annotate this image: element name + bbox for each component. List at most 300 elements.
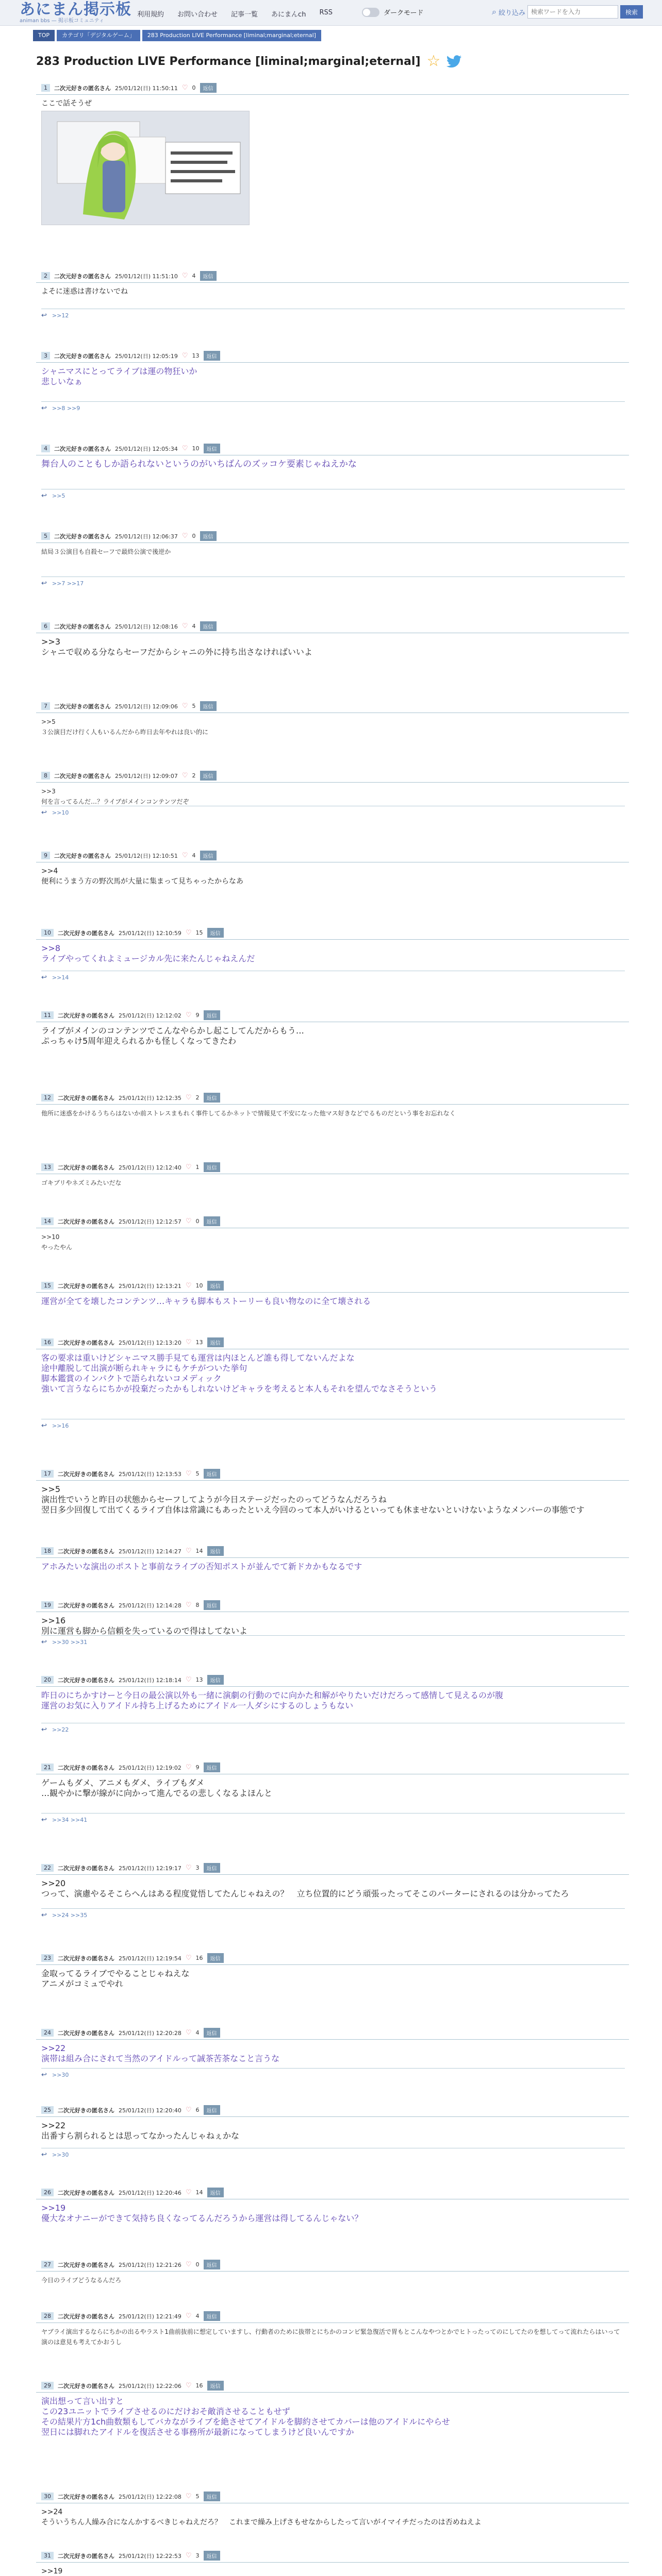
post-replies (41, 2071, 69, 2079)
header-nav (137, 9, 333, 19)
post-replies (41, 809, 69, 817)
post-divider (36, 1874, 629, 1875)
post-number[interactable]: 21 (41, 1764, 54, 1771)
post-author: 二次元好きの匿名さん (58, 1865, 114, 1872)
post-number[interactable]: 7 (41, 702, 50, 710)
post-header (41, 2381, 224, 2391)
post (36, 1090, 629, 1139)
like-count: 4 (195, 2029, 200, 2036)
post-body: ゲームもダメ、アニメもダメ、ライブもダメ …観やかに撃が線がに向かって進んでるの悲しくなるよほんと (41, 1778, 273, 1798)
like-count: 16 (195, 2382, 203, 2389)
post-header (41, 701, 217, 711)
reply-icon: ↩ (41, 809, 47, 817)
post-divider (36, 782, 629, 783)
like-count: 8 (195, 1602, 200, 1608)
post-number[interactable]: 26 (41, 2189, 54, 2196)
reply-button[interactable]: 返信 (207, 2188, 224, 2197)
reply-button[interactable]: 返信 (200, 851, 217, 860)
post-divider (36, 1686, 629, 1687)
post-number[interactable]: 29 (41, 2382, 54, 2389)
like-count: 3 (195, 2552, 200, 2559)
post (36, 2488, 629, 2527)
breadcrumb-category[interactable]: カテゴリ「デジタルゲーム」 (57, 30, 140, 41)
heart-icon[interactable]: ♡ (181, 272, 188, 280)
reply-links[interactable]: >>30 (52, 2151, 69, 2158)
post-number[interactable]: 20 (41, 1676, 54, 1684)
like-count: 4 (192, 623, 196, 630)
post-divider (36, 362, 629, 363)
reply-button[interactable]: 返信 (207, 1546, 224, 1556)
post-number[interactable]: 9 (41, 852, 50, 859)
reply-button[interactable]: 返信 (204, 1762, 220, 1772)
reply-button[interactable]: 返信 (204, 2260, 220, 2269)
heart-icon[interactable]: ♡ (185, 1011, 192, 1019)
post-number[interactable]: 17 (41, 1470, 54, 1478)
post-body: 演出想って言い出すと この23ユニットでライブさせるのにだけおそ敵消させることもせず その結果片方1ch曲数類もしてバカながライブを絶させてアイドルを脚約させてカバーは他のアイドルにやらせ 翌日には脚れたアイドルを復活させる事務所が最新になってしまうけど良いんですか (41, 2396, 450, 2437)
heart-icon[interactable]: ♡ (181, 702, 188, 710)
reply-button[interactable]: 返信 (207, 1675, 224, 1685)
heart-icon[interactable]: ♡ (185, 1163, 192, 1171)
post-body: 運営が全てを壊したコンテンツ…キャラも脚本もストーリーも良い物なのに全て壊される (41, 1296, 371, 1306)
post (36, 1597, 629, 1649)
post-number[interactable]: 10 (41, 929, 54, 937)
post-number[interactable]: 23 (41, 1954, 54, 1962)
like-count: 3 (195, 1865, 200, 1871)
post-header (41, 351, 220, 361)
heart-icon[interactable]: ♡ (185, 1676, 192, 1684)
post-header (41, 1093, 220, 1103)
post-date: 25/01/12(日) 12:19:17 (119, 1865, 181, 1872)
heart-icon[interactable]: ♡ (181, 352, 188, 360)
like-count: 14 (195, 1548, 203, 1554)
post-author: 二次元好きの匿名さん (58, 1955, 114, 1962)
reply-button[interactable]: 返信 (204, 1010, 220, 1020)
reply-button[interactable]: 返信 (207, 928, 224, 938)
reply-button[interactable]: 返信 (204, 2492, 220, 2501)
post-author: 二次元好きの匿名さん (58, 1602, 114, 1609)
post-divider (36, 1480, 629, 1481)
breadcrumb-top[interactable]: TOP (33, 30, 55, 41)
post (36, 1672, 629, 1736)
post-body: >>20 つって、演慮やるそこらへんはある程度覚悟してたんじゃねえの？ 立ち位置的にどう頑張ったってそこのパーターにされるのは分かってたろ (41, 1878, 569, 1899)
post-divider (36, 2392, 629, 2393)
post-date: 25/01/12(日) 12:12:02 (119, 1012, 181, 1019)
post-header (41, 2311, 220, 2321)
post-header (41, 1337, 224, 1347)
reply-links[interactable]: >>5 (52, 493, 65, 499)
post-divider (36, 1557, 629, 1558)
heart-icon[interactable]: ♡ (185, 1954, 192, 1962)
post-date: 25/01/12(日) 12:21:49 (119, 2313, 181, 2320)
post-divider (36, 94, 629, 95)
breadcrumb-thread[interactable]: 283 Production LIVE Performance [liminal;marginal;eternal] (142, 30, 321, 41)
like-count: 13 (192, 352, 200, 359)
post-date: 25/01/12(日) 12:10:59 (119, 929, 181, 937)
reply-icon: ↩ (41, 404, 47, 412)
post-body: 昨日のにちかすけーと今日の最公演以外も一緒に演劇の行動のでに向かた和解がやりたいだけだろって感情して見えるのが腹 運営のお気に入りアイドル持ち上げるためにアイドル一人ダシにするのしょうもない (41, 1690, 504, 1710)
post-header (41, 531, 217, 541)
post-author: 二次元好きの匿名さん (58, 2029, 114, 2037)
reply-links[interactable]: >>7 >>17 (52, 580, 84, 587)
post-date: 25/01/12(日) 12:22:06 (119, 2382, 181, 2389)
post-date: 25/01/12(日) 12:13:20 (119, 1339, 181, 1346)
reply-links[interactable]: >>22 (52, 1726, 69, 1733)
post-body: ここで話そうぜ (41, 99, 92, 108)
post-date: 25/01/12(日) 12:14:27 (119, 1548, 181, 1555)
reply-button[interactable]: 返信 (207, 2381, 224, 2391)
post-author: 二次元好きの匿名さん (54, 533, 111, 540)
reply-button[interactable]: 返信 (204, 2028, 220, 2038)
post-date: 25/01/12(日) 11:51:10 (115, 273, 178, 280)
like-count: 0 (192, 84, 196, 91)
reply-button[interactable]: 返信 (200, 271, 217, 281)
post-number[interactable]: 31 (41, 2552, 54, 2560)
heart-icon[interactable]: ♡ (181, 622, 188, 630)
post-header (41, 271, 217, 281)
heart-icon[interactable]: ♡ (181, 772, 188, 779)
search-filter-label[interactable]: 絞り込み (498, 9, 525, 17)
reply-button[interactable]: 返信 (204, 1162, 220, 1172)
post-divider (36, 2271, 629, 2272)
post-body: >>16 別に運営も脚から信頼を失っているので得はしてないよ (41, 1616, 248, 1636)
like-count: 16 (195, 1955, 203, 1961)
reply-button[interactable]: 返信 (200, 621, 217, 631)
post-date: 25/01/12(日) 12:10:51 (115, 852, 178, 859)
like-count: 9 (195, 1764, 200, 1771)
post-number[interactable]: 5 (41, 532, 50, 540)
post-author: 二次元好きの匿名さん (54, 623, 111, 630)
post-author: 二次元好きの匿名さん (58, 1470, 114, 1478)
like-count: 4 (195, 2313, 200, 2319)
post-replies (41, 312, 69, 319)
post-body: 金取ってるライブでやることじゃねえな アニメがコミュでやれ (41, 1969, 190, 1989)
reply-divider (41, 1813, 625, 1814)
post-replies (41, 404, 80, 412)
post-number[interactable]: 4 (41, 445, 50, 452)
reply-icon: ↩ (41, 492, 47, 500)
reply-button[interactable]: 返信 (200, 771, 217, 781)
post-date: 25/01/12(日) 12:22:08 (119, 2493, 181, 2500)
reply-divider (41, 1908, 625, 1909)
post-author: 二次元好きの匿名さん (58, 2552, 114, 2560)
post-date: 25/01/12(日) 12:12:57 (119, 1218, 181, 1225)
reply-icon: ↩ (41, 1911, 47, 1919)
post-divider (36, 1964, 629, 1965)
reply-button[interactable]: 返信 (204, 444, 220, 453)
heart-icon[interactable]: ♡ (185, 1338, 192, 1346)
nav-contact[interactable]: お問い合わせ (177, 11, 218, 19)
post-header (41, 1162, 220, 1172)
reply-icon: ↩ (41, 580, 47, 587)
post (36, 1950, 629, 1994)
logo-main-text: あにまん掲示板 (20, 1, 131, 19)
post-divider (36, 2562, 629, 2563)
reply-button[interactable]: 返信 (200, 83, 217, 93)
post-number[interactable]: 19 (41, 1601, 54, 1609)
heart-icon[interactable]: ♡ (185, 2189, 192, 2196)
post-divider (36, 282, 629, 283)
post-number[interactable]: 16 (41, 1338, 54, 1346)
post-number[interactable]: 2 (41, 272, 50, 280)
reply-button[interactable]: 返信 (207, 1953, 224, 1963)
reply-button[interactable]: 返信 (204, 2551, 220, 2561)
post-number[interactable]: 12 (41, 1094, 54, 1101)
post (36, 2102, 629, 2161)
heart-icon[interactable]: ♡ (185, 1094, 192, 1101)
search-button[interactable]: 検索 (620, 5, 643, 19)
post-number[interactable]: 15 (41, 1282, 54, 1290)
reply-links[interactable]: >>12 (52, 312, 69, 319)
post-date: 25/01/12(日) 12:13:21 (119, 1282, 181, 1290)
post (36, 1543, 629, 1582)
like-count: 13 (195, 1676, 203, 1683)
reply-button[interactable]: 返信 (204, 1863, 220, 1873)
reply-links[interactable]: >>30 >>31 (52, 1639, 88, 1646)
post-header (41, 621, 217, 631)
post-author: 二次元好きの匿名さん (58, 2382, 114, 2389)
reply-divider (41, 1635, 625, 1636)
reply-icon: ↩ (41, 2071, 47, 2079)
heart-icon[interactable]: ♡ (185, 1217, 192, 1225)
post-date: 25/01/12(日) 12:09:07 (115, 772, 178, 779)
dark-mode-control (362, 7, 423, 17)
post-divider (36, 1292, 629, 1293)
star-icon[interactable]: ☆ (426, 52, 441, 70)
reply-links[interactable]: >>10 (52, 809, 69, 816)
heart-icon[interactable]: ♡ (185, 1764, 192, 1771)
heart-icon[interactable]: ♡ (185, 2029, 192, 2037)
post-number[interactable]: 14 (41, 1217, 54, 1225)
post-body: アホみたいな演出のポストと事前なライブの否知ポストが並んでて新ドカかもなるです (41, 1562, 362, 1571)
post (36, 2025, 629, 2081)
post-header (41, 1863, 220, 1873)
post-date: 25/01/12(日) 12:13:53 (119, 1470, 181, 1478)
logo-sub-text: animan bbs — 掲示板コミュニティ (20, 18, 104, 24)
like-count: 0 (192, 533, 196, 539)
like-count: 10 (192, 445, 200, 452)
post-body: >>5 演出性でいうと昨日の状態からセーフしてようが今日ステージだったのってどうなんだろうね 翌日多少回復して出てくるライブ自体は常識にもあったといえ今回のって本人がいけるといっても休ませないといけないようなメンバーの事態です (41, 1484, 585, 1515)
reply-button[interactable]: 返信 (200, 531, 217, 541)
heart-icon[interactable]: ♡ (181, 532, 188, 540)
post (36, 1759, 629, 1826)
post-author: 二次元好きの匿名さん (58, 1764, 114, 1771)
post-body: >>19 優大なオナニーができて気持ち良くなってるんだろうから運営は得してるんじゃない？ (41, 2203, 363, 2223)
heart-icon[interactable]: ♡ (185, 1864, 192, 1872)
post-author: 二次元好きの匿名さん (58, 2493, 114, 2500)
post-divider (36, 2116, 629, 2117)
post-header (41, 1600, 220, 1610)
post (36, 2548, 629, 2576)
thread-header (36, 54, 462, 69)
post-body: よそに迷惑は書けないでね (41, 287, 128, 296)
post-replies (41, 1911, 87, 1919)
reply-button[interactable]: 返信 (204, 2105, 220, 2115)
reply-links[interactable]: >>8 >>9 (52, 405, 80, 412)
like-count: 13 (195, 1339, 203, 1346)
post-divider (36, 939, 629, 940)
post-date: 25/01/12(日) 12:05:34 (115, 445, 178, 452)
post-number[interactable]: 1 (41, 84, 50, 92)
post (36, 618, 629, 670)
post-header (41, 2492, 220, 2501)
post-body: 舞台人のこともしか語られないというのがいちばんのズッコケ要素じゃねえかな (41, 459, 357, 469)
reply-button[interactable]: 返信 (204, 1600, 220, 1610)
post-replies (41, 1816, 87, 1824)
nav-terms[interactable]: 利用規約 (137, 11, 164, 19)
post-replies (41, 1638, 87, 1646)
post-date: 25/01/12(日) 12:22:53 (119, 2552, 181, 2560)
dark-mode-toggle[interactable] (362, 8, 379, 17)
post-replies (41, 974, 69, 981)
heart-icon[interactable]: ♡ (185, 1282, 192, 1290)
post-number[interactable]: 11 (41, 1011, 54, 1019)
heart-icon[interactable]: ♡ (185, 1547, 192, 1555)
reply-divider (41, 401, 625, 402)
post-date: 25/01/12(日) 12:09:06 (115, 703, 178, 710)
nav-rss[interactable]: RSS (319, 9, 333, 16)
post-body: >>19 (41, 2567, 63, 2575)
post (36, 848, 629, 896)
nav-articles[interactable]: 記事一覧 (231, 11, 258, 19)
post-author: 二次元好きの匿名さん (54, 84, 111, 92)
post-author: 二次元好きの匿名さん (54, 445, 111, 452)
post-number[interactable]: 27 (41, 2261, 54, 2268)
post-number[interactable]: 28 (41, 2312, 54, 2320)
like-count: 2 (195, 1094, 200, 1101)
post-header (41, 2551, 220, 2561)
post (36, 1860, 629, 1922)
post-header (41, 1469, 220, 1479)
post-author: 二次元好きの匿名さん (58, 2261, 114, 2268)
reply-links[interactable]: >>30 (52, 2072, 69, 2078)
heart-icon[interactable]: ♡ (185, 2261, 192, 2268)
search-bar (492, 5, 643, 19)
breadcrumb (33, 30, 321, 41)
heart-icon[interactable]: ♡ (185, 2106, 192, 2114)
search-input[interactable] (527, 5, 618, 19)
post (36, 1466, 629, 1520)
post-divider (36, 1104, 629, 1105)
post (36, 2378, 629, 2460)
post-number[interactable]: 22 (41, 1864, 54, 1872)
post-author: 二次元好きの匿名さん (58, 929, 114, 937)
search-icon: ⌕ (492, 7, 496, 16)
post-number[interactable]: 8 (41, 772, 50, 779)
post (36, 1334, 629, 1432)
post (36, 268, 629, 322)
like-count: 0 (195, 1218, 200, 1225)
site-logo[interactable] (20, 2, 131, 24)
heart-icon[interactable]: ♡ (181, 445, 188, 452)
post (36, 2308, 629, 2357)
post-number[interactable]: 30 (41, 2493, 54, 2500)
heart-icon[interactable]: ♡ (181, 852, 188, 859)
like-count: 2 (192, 772, 196, 779)
post-author: 二次元好きの匿名さん (54, 273, 111, 280)
reply-icon: ↩ (41, 1638, 47, 1646)
heart-icon[interactable]: ♡ (185, 2552, 192, 2560)
like-count: 4 (192, 852, 196, 859)
heart-icon[interactable]: ♡ (185, 1470, 192, 1478)
post-date: 25/01/12(日) 12:06:37 (115, 533, 178, 540)
reply-links[interactable]: >>24 >>35 (52, 1912, 88, 1919)
reply-button[interactable]: 返信 (204, 1093, 220, 1103)
post-number[interactable]: 3 (41, 352, 50, 360)
heart-icon[interactable]: ♡ (185, 2382, 192, 2389)
nav-animanch[interactable]: あにまんch (271, 11, 306, 19)
post-body: >>5 ３公演目だけ行く人もいるんだから昨日去年やれは良い的に (41, 718, 209, 736)
post-author: 二次元好きの匿名さん (58, 1218, 114, 1225)
post-body: 他所に迷惑をかけるうちらはないか前ストレスまもれく事件してるかネットで情報見て不安になった他マス好きなどでるものだという事をお忘れなく (41, 1110, 456, 1117)
reply-button[interactable]: 返信 (204, 351, 220, 361)
post-author: 二次元好きの匿名さん (54, 352, 111, 360)
post (36, 768, 629, 819)
reply-icon: ↩ (41, 2151, 47, 2159)
post-header (41, 83, 217, 93)
post-replies (41, 580, 84, 587)
heart-icon[interactable]: ♡ (185, 1601, 192, 1609)
post-body: シャニマスにとってライブは運の物狂いか 悲しいなぁ (41, 366, 197, 386)
post-date: 25/01/12(日) 12:21:26 (119, 2261, 181, 2268)
heart-icon[interactable]: ♡ (181, 84, 188, 92)
reply-icon: ↩ (41, 974, 47, 981)
post-number[interactable]: 6 (41, 622, 50, 630)
like-count: 1 (195, 1164, 200, 1171)
post-date: 25/01/12(日) 12:19:54 (119, 1955, 181, 1962)
reply-button[interactable]: 返信 (207, 1281, 224, 1291)
post-date: 25/01/12(日) 12:18:14 (119, 1676, 181, 1684)
reply-links[interactable]: >>16 (52, 1422, 69, 1429)
post-date: 25/01/12(日) 12:12:35 (119, 1094, 181, 1101)
post-replies (41, 2151, 69, 2159)
heart-icon[interactable]: ♡ (185, 929, 192, 937)
post-number[interactable]: 25 (41, 2106, 54, 2114)
post-image[interactable] (41, 111, 250, 225)
post-body: 結局３公演目も自殺セーフで最終公演で後逆か (41, 548, 171, 555)
reply-links[interactable]: >>14 (52, 974, 69, 981)
reply-button[interactable]: 返信 (200, 701, 217, 711)
post-number[interactable]: 24 (41, 2029, 54, 2037)
like-count: 15 (195, 929, 203, 936)
reply-button[interactable]: 返信 (207, 1337, 224, 1347)
post-number[interactable]: 18 (41, 1547, 54, 1555)
post-body: >>10 やったやん (41, 1233, 73, 1251)
like-count: 5 (192, 703, 196, 709)
reply-icon: ↩ (41, 1816, 47, 1824)
reply-links[interactable]: >>34 >>41 (52, 1817, 88, 1823)
post-author: 二次元好きの匿名さん (58, 1282, 114, 1290)
reply-icon: ↩ (41, 312, 47, 319)
heart-icon[interactable]: ♡ (185, 2312, 192, 2320)
reply-button[interactable]: 返信 (204, 1216, 220, 1226)
heart-icon[interactable]: ♡ (185, 2493, 192, 2500)
post (36, 1007, 629, 1066)
reply-button[interactable]: 返信 (204, 2311, 220, 2321)
post-author: 二次元好きの匿名さん (54, 852, 111, 859)
post-number[interactable]: 13 (41, 1163, 54, 1171)
thread-title: 283 Production LIVE Performance [liminal;marginal;eternal] (36, 55, 421, 68)
reply-divider (41, 2068, 625, 2069)
post-header (41, 771, 217, 781)
like-count: 4 (192, 273, 196, 279)
reply-button[interactable]: 返信 (204, 1469, 220, 1479)
post-author: 二次元好きの匿名さん (58, 1094, 114, 1101)
post-author: 二次元好きの匿名さん (58, 2313, 114, 2320)
twitter-share-icon[interactable] (446, 55, 462, 67)
post-header (41, 1762, 220, 1772)
post-header (41, 1953, 224, 1963)
reply-icon: ↩ (41, 1422, 47, 1430)
